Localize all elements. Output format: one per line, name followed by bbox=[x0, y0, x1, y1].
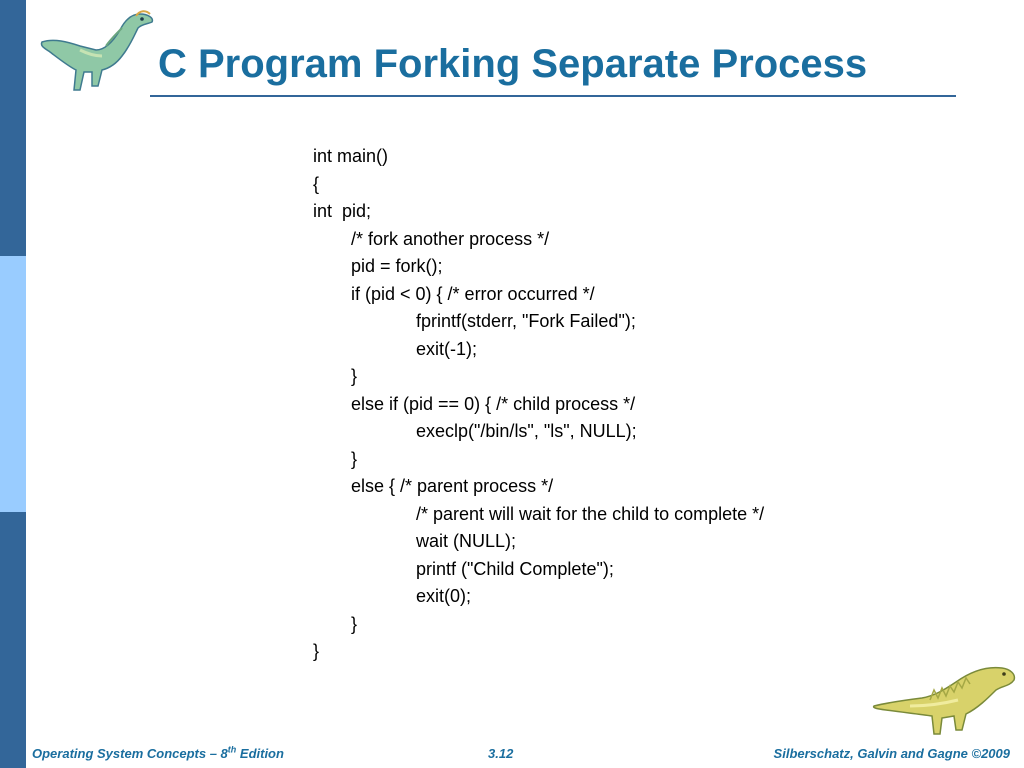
footer-book-title-prefix: Operating System Concepts – 8 bbox=[32, 746, 228, 761]
code-line: int pid; bbox=[313, 201, 372, 221]
footer-edition-superscript: th bbox=[227, 744, 237, 755]
code-line: exit(-1); bbox=[416, 338, 478, 359]
title-divider bbox=[150, 95, 956, 97]
code-line: } bbox=[351, 448, 358, 469]
code-line: pid = fork(); bbox=[351, 256, 443, 276]
code-line: else { /* parent process */ bbox=[351, 476, 554, 496]
footer-book-title-suffix: Edition bbox=[236, 746, 284, 761]
code-line: execlp("/bin/ls", "ls", NULL); bbox=[416, 421, 637, 441]
code-line: exit(0); bbox=[416, 586, 472, 606]
dinosaur-icon bbox=[870, 660, 1018, 740]
code-line: } bbox=[351, 613, 358, 634]
slide-number: 3.12 bbox=[488, 746, 514, 761]
code-line: wait (NULL); bbox=[416, 531, 517, 551]
page-title: C Program Forking Separate Process bbox=[158, 42, 868, 86]
code-line: else if (pid == 0) { /* child process */ bbox=[351, 393, 636, 414]
left-accent-bar bbox=[0, 0, 26, 768]
code-line: if (pid < 0) { /* error occurred */ bbox=[351, 283, 595, 304]
footer-authors: Silberschatz, Galvin and Gagne ©2009 bbox=[773, 746, 1010, 761]
code-line: int main() bbox=[313, 146, 389, 166]
code-line: /* fork another process */ bbox=[351, 228, 550, 249]
code-line: /* parent will wait for the child to complete */ bbox=[416, 503, 765, 524]
code-line: fprintf(stderr, "Fork Failed"); bbox=[416, 311, 636, 331]
code-line: } bbox=[313, 641, 320, 661]
footer-book-title bbox=[32, 744, 284, 764]
code-line: } bbox=[351, 366, 358, 386]
code-line: { bbox=[313, 173, 320, 194]
code-block bbox=[313, 143, 913, 666]
left-accent-bar-light-segment bbox=[0, 256, 26, 512]
code-line: printf ("Child Complete"); bbox=[416, 558, 614, 579]
dinosaur-icon bbox=[36, 6, 158, 96]
